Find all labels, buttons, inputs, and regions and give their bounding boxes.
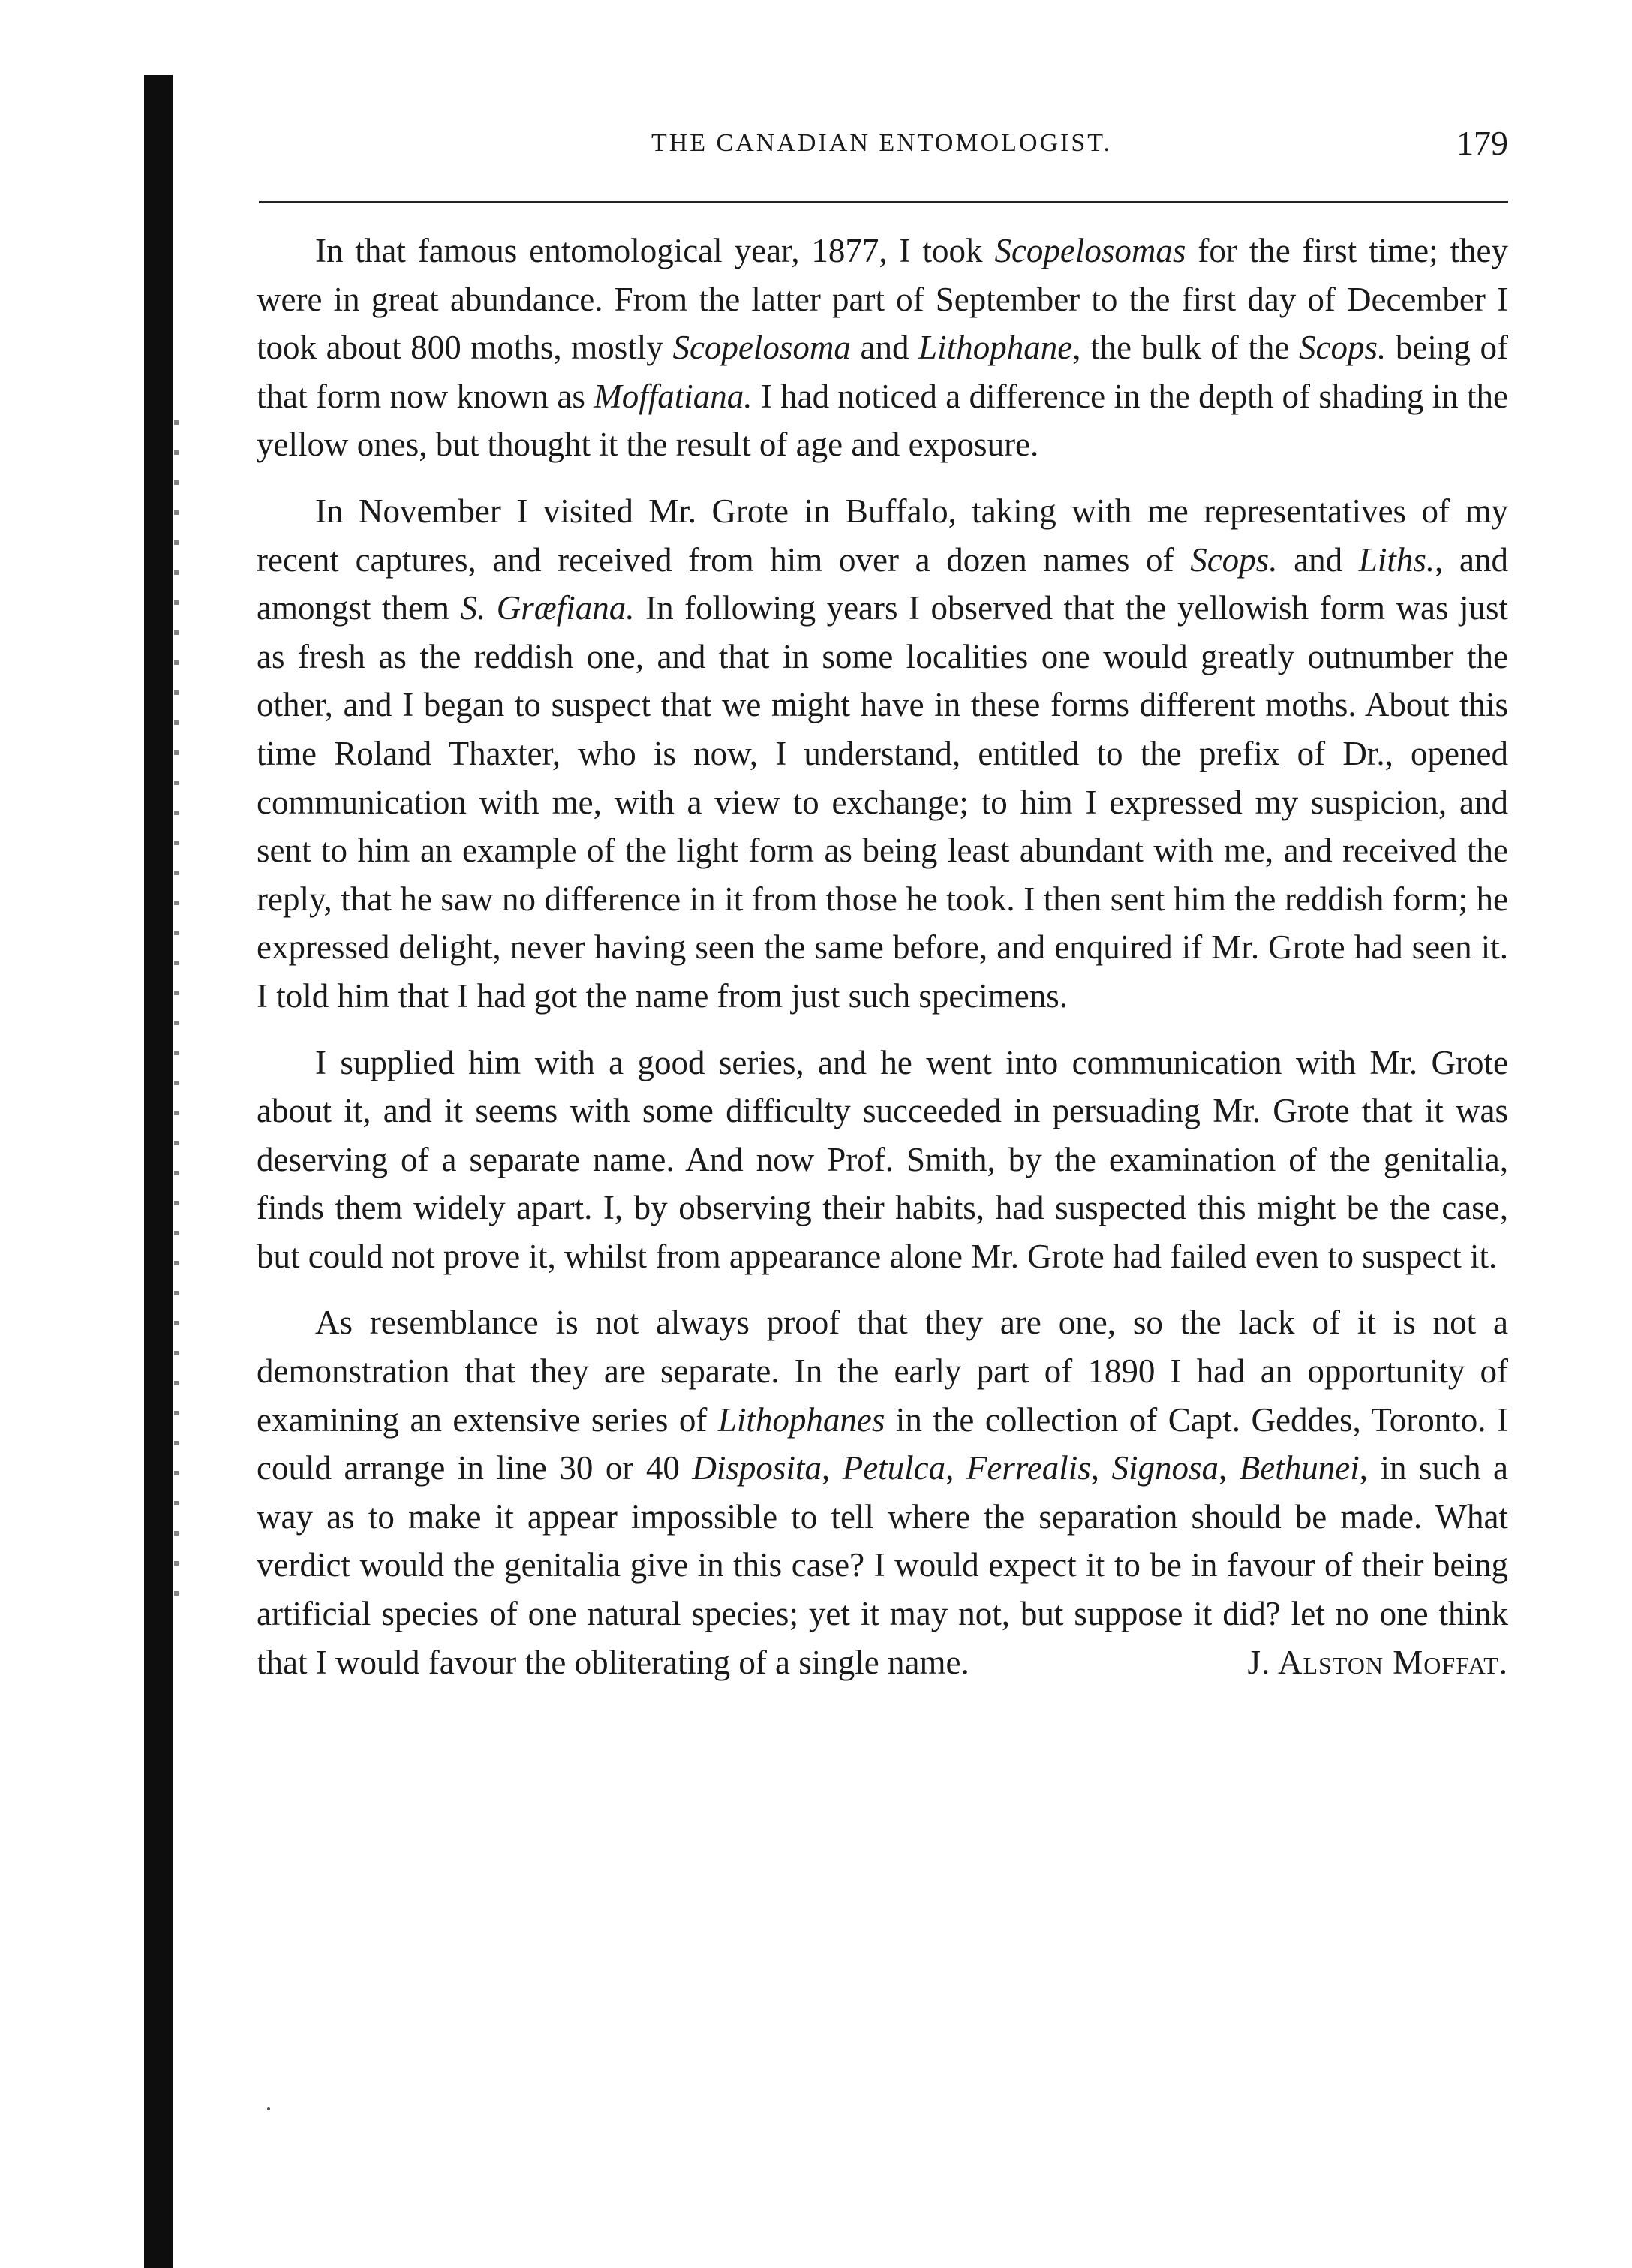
text-run: being of that form now known as <box>257 329 1509 415</box>
text-run: , <box>945 1449 966 1487</box>
page-header <box>255 120 1508 173</box>
text-run: for the first time; they were in great abundance. From the latter part of September to the first day of December I took about 800 moths, mostly <box>257 232 1508 367</box>
text-run: I had noticed a difference in the depth of shading in the yellow ones, but thought it the result of age and exposure. <box>257 377 1509 464</box>
author-signature: J. Alston Moffat. <box>1247 1643 1508 1681</box>
paragraph-3: I supplied him with a good series, and he went into communication with Mr. Grote about it, and it seems with some difficulty succeeded in persuading Mr. Grote that it was deserving of a separate name. And now Prof. Smith, by the examination of the genitalia, finds them widely apart. I, by observing their habits, had suspected this might be the case, but could not prove it, whilst from appearance alone Mr. Grote had failed even to suspect it. <box>257 1043 1508 1275</box>
header-rule <box>259 201 1508 203</box>
text-run: In that famous entomological year, 1877, I took <box>315 232 995 269</box>
print-speck <box>267 2107 270 2110</box>
binding-specks <box>174 420 179 1621</box>
article-body <box>257 227 1508 1686</box>
text-run: , <box>1219 1449 1240 1487</box>
species-name: Lithophanes <box>717 1400 885 1439</box>
text-run: , <box>1090 1449 1112 1487</box>
text-run: and <box>1277 540 1359 579</box>
species-name: S. Græfiana. <box>460 589 635 627</box>
species-name: Signosa <box>1111 1449 1219 1487</box>
text-run: , in such a way as to make it appear impossible to tell where the separation should be made. What verdict would the genitalia give in this case? I would expect it to be in favour of their being artificial species of one natural species; yet it may not, but suppose it did? let no one think that I would favour the obliterating of a single name. <box>257 1449 1508 1681</box>
species-name: Scops. <box>1190 540 1278 579</box>
species-name: Scops. <box>1299 329 1387 367</box>
paragraph-1 <box>257 227 1508 469</box>
paragraph-4 <box>257 1298 1508 1686</box>
species-name: Liths. <box>1358 540 1435 579</box>
running-title: THE CANADIAN ENTOMOLOGIST. <box>651 129 1113 157</box>
species-name: Petulca <box>842 1449 946 1487</box>
text-run: In following years I observed that the yellowish form was just as fresh as the reddish one, and that in some localities one would greatly outnumber the other, and I began to suspect that we might have in these forms different moths. About this time Roland Thaxter, who is now, I understand, entitled to the prefix of Dr., opened communication with me, with a view to exchange; to him I expressed my suspicion, and sent to him an example of the light form as being least abundant with me, and received the reply, that he saw no difference in it from those he took. I then sent him the reddish form; he expressed delight, never having seen the same before, and enquired if Mr. Grote had seen it. I told him that I had got the name from just such specimens. <box>257 589 1509 1015</box>
paragraph-2 <box>257 487 1508 1021</box>
species-name: Scopelosomas <box>994 232 1186 269</box>
text-run: As resemblance is not always proof that they are one, so the lack of it is not a demonstration that they are separate. In the early part of 1890 I had an opportunity of examining an extensive series of <box>257 1304 1508 1439</box>
species-name: Scopelosoma <box>672 329 851 367</box>
species-name: Ferrealis <box>966 1449 1091 1487</box>
text-run: and <box>850 329 919 367</box>
page-number: 179 <box>1456 124 1508 162</box>
text-run: In November I visited Mr. Grote in Buffalo, taking with me representatives of my recent captures, and received from him over a dozen names of <box>257 492 1508 579</box>
binding-edge <box>144 75 173 2268</box>
species-name: Lithophane <box>918 329 1073 367</box>
text-run: , <box>821 1449 843 1487</box>
species-name: Bethunei <box>1239 1449 1360 1487</box>
text-run: , and amongst them <box>257 540 1508 627</box>
species-name: Moffatiana. <box>594 377 753 415</box>
text-run: in the collection of Capt. Geddes, Toronto. I could arrange in line 30 or 40 <box>257 1400 1508 1487</box>
species-name: Disposita <box>692 1449 822 1487</box>
text-run: , the bulk of the <box>1072 329 1300 367</box>
